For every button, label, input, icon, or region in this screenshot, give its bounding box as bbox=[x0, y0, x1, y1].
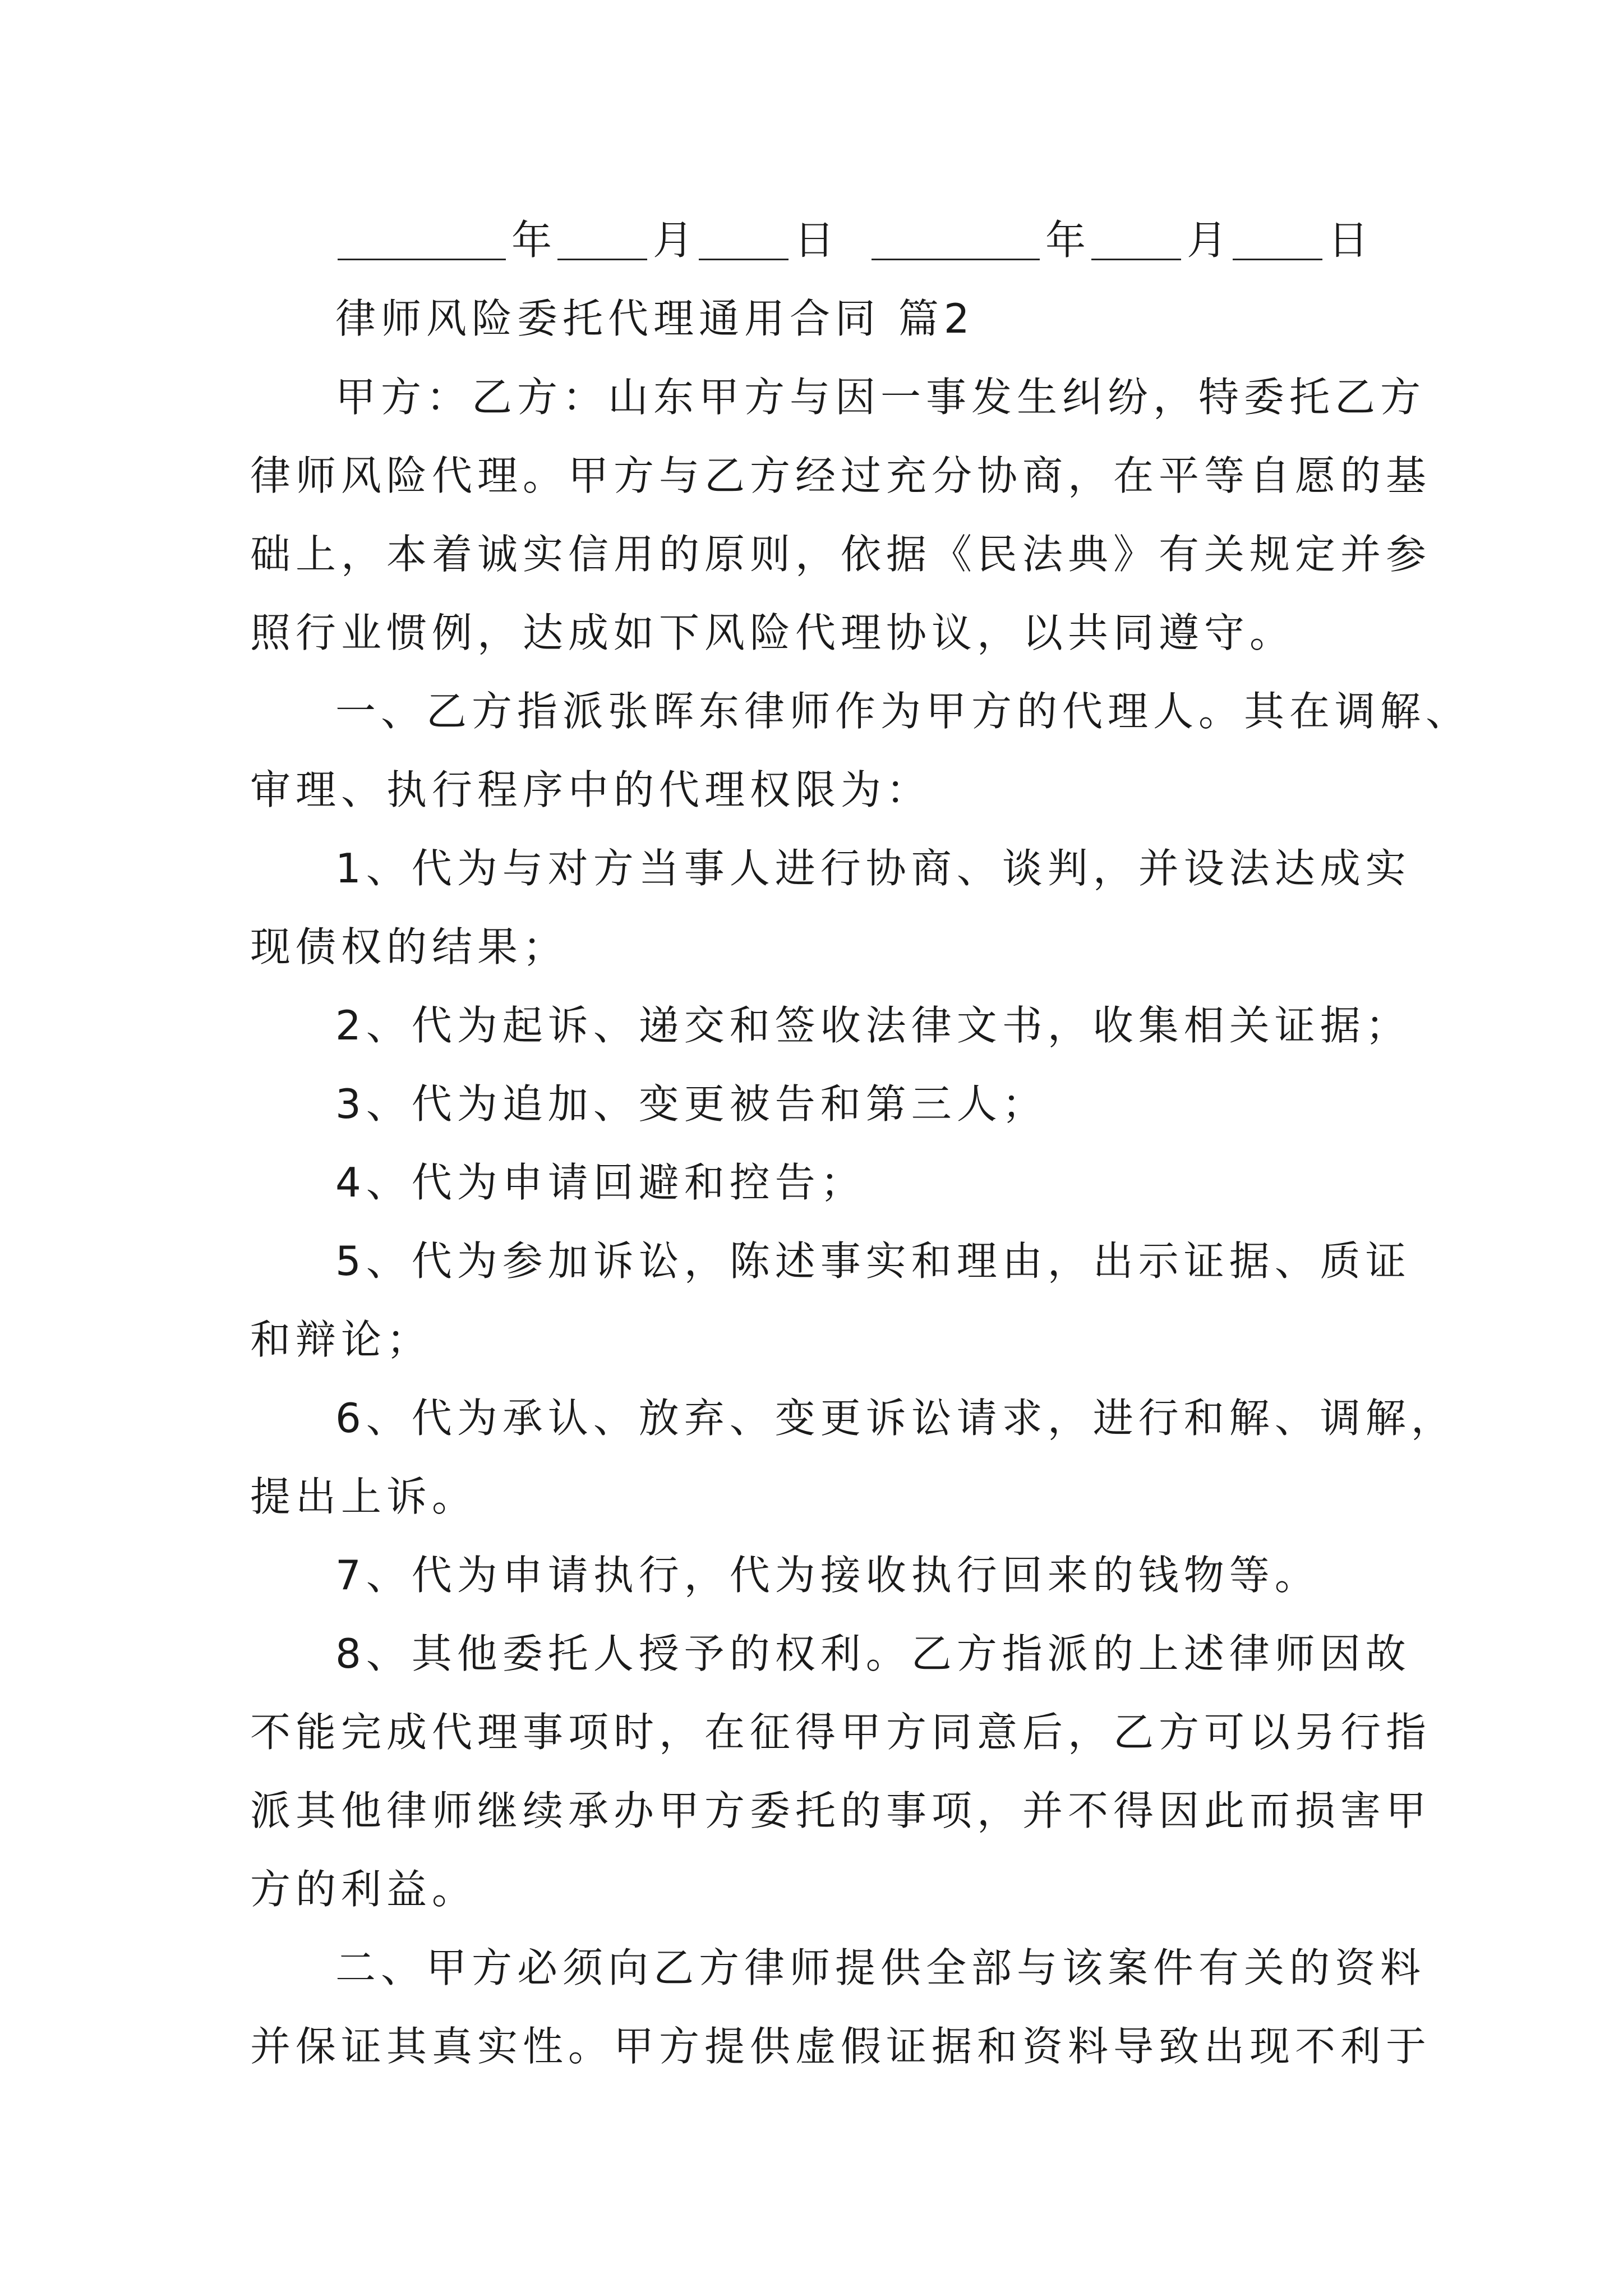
right-month-label: 月 bbox=[1187, 217, 1228, 264]
body-line: 审理、执行程序中的代理权限为： bbox=[250, 766, 932, 813]
body-line: 8、其他委托人授予的权利。乙方指派的上述律师因故 bbox=[335, 1630, 1411, 1677]
body-line: 4、代为申请回避和控告； bbox=[335, 1159, 866, 1206]
body-line: 甲方：乙方：山东甲方与因一事发生纠纷，特委托乙方 bbox=[335, 374, 1426, 421]
body-line: 1、代为与对方当事人进行协商、谈判，并设法达成实 bbox=[335, 845, 1411, 892]
left-year-label: 年 bbox=[511, 217, 552, 264]
right-month-blank bbox=[1091, 225, 1181, 260]
right-year-label: 年 bbox=[1045, 217, 1086, 264]
body-line: 2、代为起诉、递交和签收法律文书，收集相关证据； bbox=[335, 1002, 1411, 1049]
body-line: 不能完成代理事项时，在征得甲方同意后，乙方可以另行指 bbox=[250, 1709, 1432, 1756]
right-day-label: 日 bbox=[1328, 217, 1369, 264]
contract-title: 律师风险委托代理通用合同 篇2 bbox=[335, 295, 975, 342]
body-line: 二、甲方必须向乙方律师提供全部与该案件有关的资料 bbox=[335, 1944, 1426, 1991]
body-line: 础上，本着诚实信用的原则，依据《民法典》有关规定并参 bbox=[250, 531, 1432, 578]
left-year-blank bbox=[338, 225, 506, 260]
body-line: 7、代为申请执行，代为接收执行回来的钱物等。 bbox=[335, 1552, 1320, 1599]
signature-date-line bbox=[335, 217, 1372, 264]
left-day-label: 日 bbox=[794, 217, 835, 264]
left-day-blank bbox=[699, 225, 789, 260]
right-year-blank bbox=[872, 225, 1040, 260]
body-line: 3、代为追加、变更被告和第三人； bbox=[335, 1080, 1048, 1128]
body-line: 方的利益。 bbox=[250, 1866, 478, 1913]
body-line: 5、代为参加诉讼，陈述事实和理由，出示证据、质证 bbox=[335, 1237, 1411, 1285]
body-line: 并保证其真实性。甲方提供虚假证据和资料导致出现不利于 bbox=[250, 2023, 1432, 2070]
body-line: 提出上诉。 bbox=[250, 1473, 478, 1520]
body-line: 现债权的结果； bbox=[250, 923, 569, 970]
left-month-label: 月 bbox=[653, 217, 694, 264]
body-line: 一、乙方指派张晖东律师作为甲方的代理人。其在调解、 bbox=[335, 688, 1472, 735]
left-month-blank bbox=[557, 225, 647, 260]
right-day-blank bbox=[1233, 225, 1322, 260]
body-line: 派其他律师继续承办甲方委托的事项，并不得因此而损害甲 bbox=[250, 1787, 1432, 1834]
body-line: 和辩论； bbox=[250, 1316, 432, 1363]
body-line: 6、代为承认、放弃、变更诉讼请求，进行和解、调解， bbox=[335, 1395, 1456, 1442]
body-line: 照行业惯例，达成如下风险代理协议，以共同遵守。 bbox=[250, 609, 1295, 656]
body-line: 律师风险代理。甲方与乙方经过充分协商，在平等自愿的基 bbox=[250, 452, 1432, 499]
